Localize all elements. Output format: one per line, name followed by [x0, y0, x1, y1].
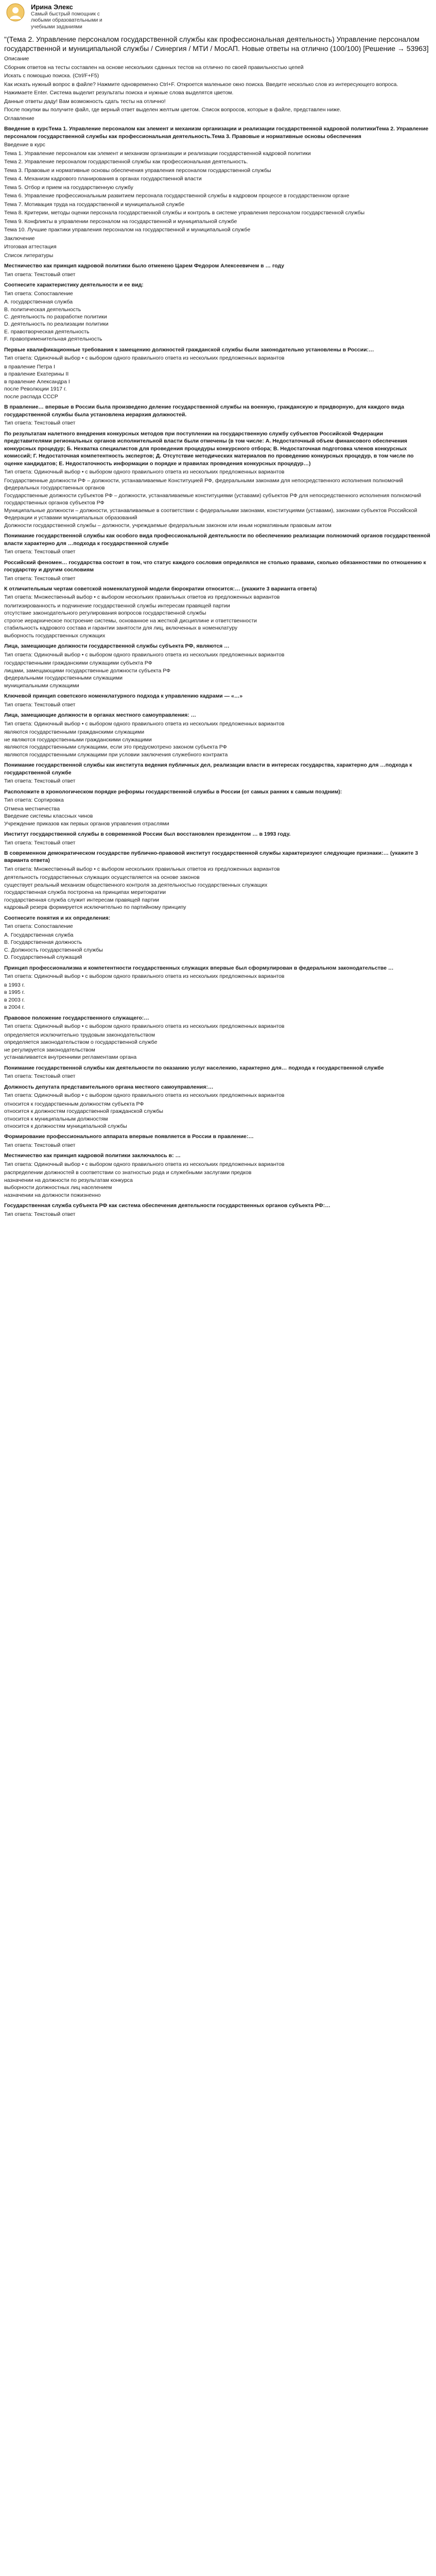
answer-option: устанавливается внутренними регламентами органа	[4, 1054, 137, 1061]
answer-type: Тип ответа: Текстовый ответ	[4, 778, 76, 785]
question-block	[4, 692, 432, 708]
answer-option: относится к муниципальным должностям	[4, 1115, 108, 1122]
intro-line: Искать с помощью поиска. (Ctrl/F+F5)	[4, 73, 99, 79]
answer-option: в правление Александра I	[4, 378, 70, 385]
answer-option: B. Государственная должность	[4, 939, 82, 946]
questions-list	[4, 262, 432, 1218]
intro-line: Сборник ответов на тесты составлен на основе нескольких сданных тестов на отлично по своей правильностью цепей	[4, 64, 304, 71]
intro-line: Нажимаете Enter. Система выделит результаты поиска и нужные слова выделятся цветом.	[4, 90, 234, 96]
question-block	[4, 850, 432, 911]
question-block	[4, 964, 432, 1011]
answer-type: Тип ответа: Множественный выбор • с выбором нескольких правильных ответов из предложенных вариантов	[4, 866, 280, 872]
answer-option: C. деятельность по разработке политики	[4, 314, 107, 320]
question-text: Соотнесите понятия и их определения:	[4, 914, 111, 921]
toc-item: Заключение	[4, 235, 35, 242]
answer-option: федеральными государственными служащими	[4, 675, 123, 682]
answer-option: в 2003 г.	[4, 996, 25, 1003]
toc-item: Тема 1. Управление персоналом как элемент и механизм организации и реализации государственной кадровой политики	[4, 150, 311, 157]
question-text: Понимание государственной службы как особого вида профессиональной деятельности по обеспечению реализации полномочий органов государственной власти характерно для …подхода к государственной службе	[4, 533, 430, 547]
document-title: "(Тема 2. Управление персоналом государственной службы как профессиональная деятельность) Управление персоналом государственной и муниципальной службы / Синергия / МТИ / МосАП. Новые ответы на отлично (100/100) [Решение → 53963]	[4, 35, 429, 53]
answer-type: Тип ответа: Сопоставление	[4, 290, 73, 297]
intro-section	[4, 55, 432, 122]
question-block	[4, 914, 432, 961]
toc-item: Тема 10. Лучшие практики управления персоналом на государственной и муниципальной службе	[4, 227, 251, 233]
question-block	[4, 761, 432, 785]
question-text: Принцип профессионализма и компетентности государственных служащих впервые был сформулирован в федеральном законодательстве …	[4, 964, 394, 971]
answer-type: Тип ответа: Одиночный выбор • с выбором одного правильного ответа из нескольких предложенных вариантов	[4, 1092, 285, 1099]
answer-option: C. Должность государственной службы	[4, 946, 103, 953]
toc-item: Введение в курс	[4, 142, 45, 148]
answer-type: Тип ответа: Одиночный выбор • с выбором одного правильного ответа из нескольких предложенных вариантов	[4, 355, 285, 362]
answer-option: не являются государственными гражданскими служащими	[4, 736, 152, 743]
intro-line: После покупки вы получите файл, где верный ответ выделен желтым цветом. Список вопросов, которые в файле, представлен ниже.	[4, 107, 341, 113]
answer-option: в 1993 г.	[4, 981, 25, 988]
toc-item: Тема 2. Управление персоналом государственной службы как профессиональная деятельность.	[4, 159, 248, 165]
question-text: К отличительным чертам советской номенклатурной модели бюрократии относится:… (укажите 3 варианта ответа)	[4, 585, 317, 592]
answer-option: A. государственная служба	[4, 299, 73, 306]
toc-item: Тема 3. Правовые и нормативные основы обеспечения управления персоналом государственной службы	[4, 167, 271, 174]
question-text: В правление… впервые в России была произведено деление государственной службы на военную, гражданскую и придворную, для каждого вида государственной службы была установлена иерархия должностей.	[4, 404, 405, 418]
question-text: Соотнесите характеристику деятельности и ее вид:	[4, 282, 144, 289]
toc-item: Тема 8. Критерии, методы оценки персонала государственной службы и контроль в системе управления персоналом государственной службы	[4, 210, 365, 216]
intro-line: Данные ответы даду! Вам возможность сдать тесты на отлично!	[4, 98, 166, 105]
brand-logo-icon	[6, 3, 25, 22]
answer-type: Тип ответа: Текстовый ответ	[4, 549, 76, 555]
toc-item: Тема 4. Механизм кадрового планирования в органах государственной власти	[4, 176, 202, 182]
question-block	[4, 1133, 432, 1149]
answer-type: Тип ответа: Текстовый ответ	[4, 1211, 76, 1217]
question-block	[4, 281, 432, 343]
question-block	[4, 346, 432, 400]
question-block	[4, 559, 432, 582]
answer-type: Тип ответа: Одиночный выбор • с выбором одного правильного ответа из нескольких предложенных вариантов	[4, 1161, 285, 1167]
question-text: В современном демократическом государстве публично-правовой институт государственной службы характеризуют следующие признаки:… (укажите 3 варианта ответа)	[4, 850, 418, 864]
answer-option: относится к должностям государственной гражданской службы	[4, 1108, 163, 1115]
answer-option: выборности должностных лиц населением	[4, 1184, 112, 1191]
answer-type: Тип ответа: Текстовый ответ	[4, 701, 76, 708]
answer-type: Тип ответа: Текстовый ответ	[4, 1073, 76, 1080]
answer-option: не регулируется законодательством	[4, 1046, 95, 1053]
question-block	[4, 532, 432, 555]
question-text: Ключевой принцип советского номенклатурного подхода к управлению кадрами — «…»	[4, 693, 243, 700]
answer-type: Тип ответа: Множественный выбор • с выбором нескольких правильных ответов из предложенных вариантов	[4, 594, 280, 601]
answer-option: после Революции 1917 г.	[4, 386, 67, 393]
intro-line: Оглавление	[4, 115, 34, 122]
answer-type: Тип ответа: Сопоставление	[4, 923, 73, 930]
answer-option: деятельность государственных служащих осуществляется на основе законов	[4, 874, 200, 881]
answer-option: D. деятельность по реализации политики	[4, 321, 109, 328]
answer-option: являются государственными служащими, если это предусмотрено законом субъекта РФ	[4, 744, 227, 751]
question-block	[4, 403, 432, 427]
answer-option: в правление Екатерины II	[4, 371, 69, 378]
answer-type: Тип ответа: Одиночный выбор • с выбором одного правильного ответа из нескольких предложенных вариантов	[4, 973, 285, 980]
answer-option: Введение системы классных чинов	[4, 813, 93, 820]
answer-option: выборность государственных служащих	[4, 632, 106, 639]
toc-item: Список литературы	[4, 252, 54, 259]
answer-option: в 1995 г.	[4, 989, 25, 996]
answer-type: Тип ответа: Текстовый ответ	[4, 420, 76, 427]
question-text: Лица, замещающие должности государственной службы субъекта РФ, являются …	[4, 643, 230, 650]
answer-option: политизированность и подчинение государственной службы интересам правящей партии	[4, 602, 230, 609]
answer-option: существует реальный механизм общественного контроля за деятельностью государственных служащих	[4, 882, 268, 888]
answer-option: стабильность кадрового состава и гарантии занятости для лиц, включенных в номенклатуру	[4, 625, 238, 632]
question-block	[4, 831, 432, 846]
question-block	[4, 1064, 432, 1080]
answer-type: Тип ответа: Одиночный выбор • с выбором одного правильного ответа из нескольких предложенных вариантов	[4, 651, 285, 658]
question-text: Государственная служба субъекта РФ как система обеспечения деятельности государственных органов субъекта РФ:…	[4, 1202, 330, 1209]
answer-option: определяется законодательством о государственной службе	[4, 1039, 158, 1046]
question-text: Расположите в хронологическом порядке реформы государственной службы в России (от самых ранних к самым поздним):	[4, 788, 342, 795]
answer-type: Тип ответа: Одиночный выбор • с выбором одного правильного ответа из нескольких предложенных вариантов	[4, 1023, 285, 1030]
question-text: Местничество как принцип кадровой политики было отменено Царем Федором Алексеевичем в … году	[4, 263, 285, 269]
question-text: Понимание государственной службы как деятельности по оказанию услуг населению, характерно для… подхода к государственной службе	[4, 1064, 384, 1071]
question-block	[4, 1202, 432, 1218]
answer-option: относится к должностям муниципальной службы	[4, 1123, 127, 1129]
question-block	[4, 788, 432, 827]
question-text: Институт государственной службы в современной России был восстановлен президентом … в 1993 году.	[4, 831, 291, 838]
answer-option: кадровый резерв формируется исключительно по партийному принципу	[4, 904, 186, 911]
answer-option: A. Государственная служба	[4, 931, 74, 938]
answer-option: Должности государственной службы – должности, учреждаемые федеральным законом или иным нормативным правовым актом	[4, 522, 332, 529]
table-of-contents	[4, 141, 432, 259]
answer-option: государственная служба служит интересам правящей партии	[4, 896, 159, 903]
brand-text	[31, 3, 103, 30]
toc-item: Тема 6. Управление профессиональным развитием персонала государственной службы в кадровом процессе в государственном органе	[4, 193, 350, 199]
answer-option: распределении должностей в соответствии со знатностью рода и служебными заслугами предков	[4, 1170, 252, 1176]
question-text: Местничество как принцип кадровой политики заключалось в: …	[4, 1153, 181, 1159]
toc-item: Тема 9. Конфликты в управлении персоналом на государственной и муниципальной службе	[4, 218, 237, 225]
toc-item: Тема 7. Мотивация труда на государственной и муниципальной службе	[4, 201, 185, 208]
answer-option: Государственные должности РФ – должности, устанавливаемые Конституцией РФ, федеральными законами для непосредственного исполнения полномочий федеральных государственных органов	[4, 477, 404, 492]
question-block	[4, 1083, 432, 1130]
answer-option: лицами, замещающими государственные должности субъекта РФ	[4, 667, 171, 674]
answer-type: Тип ответа: Текстовый ответ	[4, 839, 76, 846]
answer-option: отсутствие законодательного регулирования вопросов государственной службы	[4, 610, 206, 617]
answer-type: Тип ответа: Текстовый ответ	[4, 1142, 76, 1148]
answer-option: Государственные должности субъектов РФ – должности, устанавливаемые конституциями (уставами) субъектов РФ для непосредственного исполнения полномочий государственных органов субъектов РФ	[4, 492, 422, 506]
intro-line: Как искать нужный вопрос в файле? Нажмите одновременно Ctrl+F. Откроется маленькое окно поиска. Введите несколько слов из интересующего вопроса.	[4, 81, 398, 88]
question-text: Первые квалификационные требования к замещению должностей гражданской службы были законодательно установлены в России:…	[4, 346, 374, 353]
question-text: Правовое положение государственного служащего:…	[4, 1014, 149, 1021]
answer-option: Учреждение приказов как первых органов управления отраслями	[4, 820, 169, 827]
question-block	[4, 262, 432, 278]
answer-option: определяется исключительно трудовым законодательством	[4, 1031, 155, 1038]
document-page	[0, 0, 436, 1225]
question-block	[4, 1152, 432, 1199]
question-text: Понимание государственной службы как института ведения публичных дел, реализации власти в интересах государства, характерно для …подхода к государственной службе	[4, 762, 412, 776]
answer-option: F. правоприменительная деятельность	[4, 336, 102, 343]
toc-item: Итоговая аттестация	[4, 244, 57, 250]
answer-option: в правление Петра I	[4, 363, 55, 370]
question-text: Лица, замещающие должности в органах местного самоуправления: …	[4, 712, 197, 719]
brand-tagline: Самый быстрый помощник с любыми образовательными и учебными заданиями	[31, 11, 102, 30]
answer-option: государственными гражданскими служащими субъекта РФ	[4, 660, 152, 667]
intro-line: Описание	[4, 56, 29, 62]
answer-option: муниципальными служащими	[4, 682, 79, 689]
answer-option: E. правотворческая деятельность	[4, 328, 90, 335]
question-text: По результатам налетного внедрения конкурсных методов при поступлении на государственную службу субъектов Российской Федерации представителями региональных органов исполнительной власти были отмечены (в том числе: А. Недостаточный объем финансового обеспечения конкурсных процедур; Б. Нехватка специалистов для проведения процедуры конкурсного отбора; В. Недостаточная подготовка членов конкурсных комиссий; Г. Недостаточная компетентность экспертов; Д. Отсутствие методических материалов по проведению конкурсных процедур, в том числе по оценке кандидатов; Е. Недостаточность информации о порядке и правилах проведения конкурсных процедур…)	[4, 430, 414, 467]
question-block	[4, 430, 432, 529]
answer-type: Тип ответа: Одиночный выбор • с выбором одного правильного ответа из нескольких предложенных вариантов	[4, 720, 285, 727]
toc-item: Тема 5. Отбор и прием на государственную службу	[4, 184, 133, 191]
answer-option: D. Государственный служащий	[4, 954, 82, 961]
answer-type: Тип ответа: Одиночный выбор • с выбором одного правильного ответа из нескольких предложенных вариантов	[4, 469, 285, 476]
question-block	[4, 585, 432, 639]
question-block	[4, 642, 432, 689]
brand-name: Ирина Элекс	[31, 3, 73, 11]
question-block	[4, 711, 432, 758]
answer-option: после распада СССР	[4, 393, 58, 400]
answer-option: Муниципальные должности – должности, устанавливаемые в соответствии с федеральными законами, конституциями (уставами), законами субъектов Российской Федерации и уставами муниципальных образований	[4, 507, 417, 521]
answer-option: государственная служба построена на принципах меритократии	[4, 889, 166, 896]
brand-header	[4, 0, 432, 35]
answer-type: Тип ответа: Текстовый ответ	[4, 271, 76, 278]
question-text: Должность депутата представительного органа местного самоуправления:…	[4, 1083, 214, 1090]
question-text: Формирование профессионального аппарата впервые появляется в России в правление:…	[4, 1133, 254, 1140]
answer-option: назначении на должности по результатам конкурса	[4, 1177, 133, 1183]
answer-type: Тип ответа: Сортировка	[4, 797, 64, 804]
answer-option: являются государственными служащими при условии заключения служебного контракта	[4, 751, 228, 758]
answer-option: в 2004 г.	[4, 1004, 25, 1011]
answer-option: строгое иерархическое построение системы, основанное на жесткой дисциплине и ответственности	[4, 617, 257, 624]
question-text: Российский феномен… государства состоит в том, что статус каждого сословия определялся не столько правами, сколько обязанностями по отношению к государству и другим сословиям	[4, 559, 426, 573]
toc-heading: Введение в курсТема 1. Управление персоналом как элемент и механизм организации и реализации государственной кадровой политикиТема 2. Управление персоналом государственной службы как профессиональная деятельность.Тема 3. Правовые и нормативные основы обеспечения	[4, 126, 429, 140]
answer-option: назначении на должности пожизненно	[4, 1192, 101, 1198]
answer-option: относится к государственным должностям субъекта РФ	[4, 1100, 144, 1107]
question-block	[4, 1014, 432, 1061]
answer-option: являются государственными гражданскими служащими	[4, 729, 145, 736]
answer-option: Отмена местничества	[4, 805, 60, 812]
answer-type: Тип ответа: Текстовый ответ	[4, 575, 76, 582]
answer-option: B. политическая деятельность	[4, 306, 81, 313]
